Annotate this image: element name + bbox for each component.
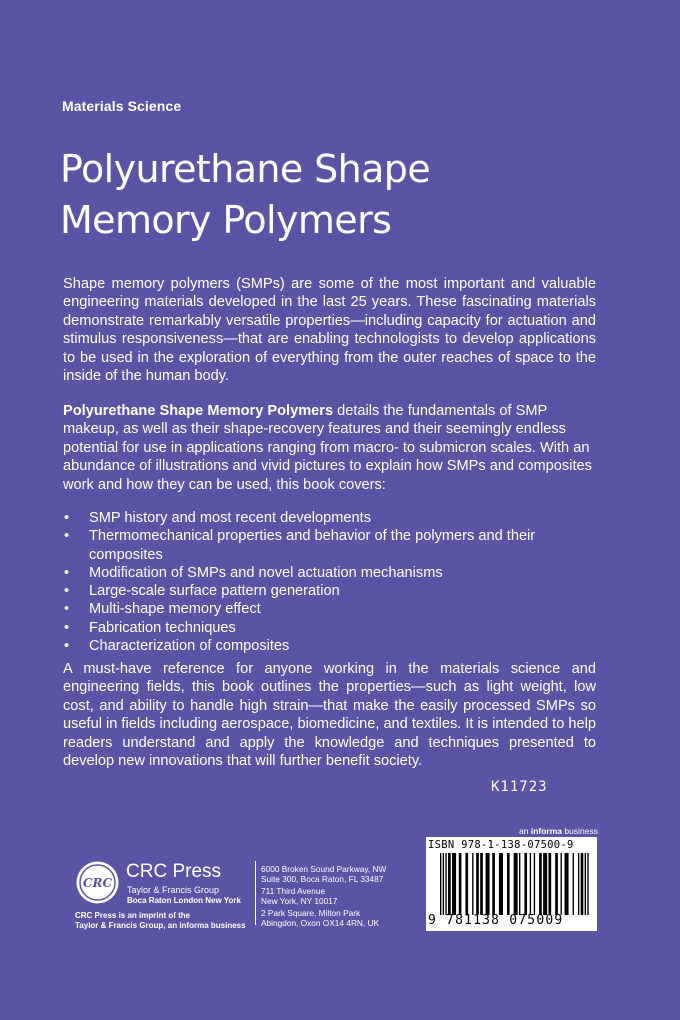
barcode-bar (561, 853, 562, 915)
paragraph-2-text: details the fundamentals of SMP makeup, as well as their shape-recovery features and their seemingly endless potential for use in applications ranging from macro- to submicron scales. With an abundance of illustrations and vivid pictures to explain how SMPs and composites work and how they can be used, this book covers: (63, 403, 592, 493)
list-item (63, 637, 596, 655)
barcode-bar (543, 853, 547, 915)
barcode-bar (555, 853, 558, 915)
barcode-bar (486, 853, 490, 915)
barcode-bar (534, 853, 535, 915)
category-label: Materials Science (62, 98, 182, 114)
isbn-number: ISBN 978-1-138-07500-9 (428, 839, 574, 851)
barcode-bar (539, 853, 542, 915)
bullet-icon: • (64, 583, 70, 600)
bullet-icon: • (64, 638, 70, 655)
title-line-1: Polyurethane Shape (60, 147, 431, 191)
barcode-bar (514, 853, 518, 915)
description-paragraph-1: Shape memory polymers (SMPs) are some of the most important and valuable engineering materials developed in the last 25 years. These fascinating materials demonstrate remarkably versatile properties—including capacity for actuation and stimulus responsiveness—that are enabling technologists to develop applications to be used in the exploration of everything from the outer reaches of space to the inside of the human body. (63, 276, 596, 385)
informa-word: informa (530, 826, 562, 836)
list-item (63, 582, 596, 600)
list-item (63, 527, 596, 564)
address-line: 2 Park Square, Milton Park (261, 908, 361, 918)
bullet-icon: • (64, 601, 70, 618)
imprint-line-2: Taylor & Francis Group, an informa business (75, 921, 246, 930)
publisher-name: CRC Press (126, 861, 222, 882)
publisher-group (127, 885, 241, 906)
barcode-bar (459, 853, 462, 915)
address-uk (261, 908, 379, 928)
address-line: New York, NY 10017 (261, 896, 338, 906)
bullet-icon: • (64, 510, 70, 526)
barcode-bar (585, 853, 586, 915)
book-title-inline: Polyurethane Shape Memory Polymers (63, 403, 334, 419)
list-item (63, 564, 596, 582)
list-item-text: Characterization of composites (89, 638, 290, 655)
barcode-bar (565, 853, 569, 915)
informa-prefix: an (519, 826, 531, 836)
list-item (63, 600, 596, 618)
address-new-york (261, 886, 337, 906)
list-item (63, 509, 596, 527)
barcode-bar (507, 853, 510, 915)
barcode-bar (573, 853, 574, 915)
book-title (60, 144, 620, 246)
publisher-cities: Boca Raton London New York (127, 895, 241, 905)
barcode-bar (452, 853, 456, 915)
list-item-text: Large-scale surface pattern generation (89, 583, 340, 600)
list-item-text: SMP history and most recent developments (89, 510, 372, 526)
publisher-group-name: Taylor & Francis Group (127, 885, 220, 895)
imprint-note (75, 911, 246, 931)
address-florida (261, 864, 386, 884)
list-item-text: Modification of SMPs and novel actuation mechanisms (89, 564, 443, 581)
bullet-icon: • (64, 564, 70, 581)
informa-suffix: business (562, 826, 598, 836)
barcode-bar (578, 853, 579, 915)
description-paragraph-3: A must-have reference for anyone working in the materials science and engineering fields, this book outlines the properties—such as light weight, low cost, and ability to handle high strain—that make the easily processed SMPs so useful in fields including aerospace, biomedicine, and textiles. It is intended to help readers understand and apply the knowledge and techniques presented to develop new innovations that will further benefit society. (63, 661, 596, 770)
barcode-bar (445, 853, 446, 915)
address-line: 711 Third Avenue (261, 886, 326, 896)
ean-digits: 9 781138 075009 (428, 913, 564, 928)
barcode-bar (587, 853, 588, 915)
title-line-2: Memory Polymers (60, 198, 392, 242)
informa-tagline (519, 826, 598, 836)
barcode-bar (465, 853, 468, 915)
barcode-bar (443, 853, 444, 915)
barcode-bar (480, 853, 483, 915)
product-code: K11723 (491, 779, 548, 795)
divider (255, 861, 256, 925)
crc-logo (75, 860, 120, 905)
list-item-text: Fabrication techniques (89, 619, 236, 636)
barcode-bar (524, 853, 527, 915)
barcode-bars (440, 853, 590, 915)
logo-text: CRC (82, 876, 113, 890)
list-item (63, 619, 596, 637)
bullet-icon: • (64, 619, 70, 636)
address-line: Abingdon, Oxon OX14 4RN, UK (261, 918, 380, 928)
list-item-text: Multi-shape memory effect (89, 601, 261, 618)
barcode-bar (530, 853, 531, 915)
bullet-icon: • (64, 528, 70, 545)
address-line: Suite 300, Boca Raton, FL 33487 (261, 874, 384, 884)
barcode-bar (548, 853, 551, 915)
list-item-text: Thermomechanical properties and behavior of the polymers and their composites (89, 528, 536, 563)
address-line: 6000 Broken Sound Parkway, NW (261, 864, 387, 874)
barcode-bar (448, 853, 451, 915)
imprint-line-1: CRC Press is an imprint of the (75, 911, 191, 920)
barcode-bar (492, 853, 495, 915)
barcode-bar (581, 853, 584, 915)
barcode-bar (519, 853, 520, 915)
topics-list (63, 509, 596, 655)
barcode-bar (499, 853, 503, 915)
barcode-bar (440, 853, 441, 915)
barcode (426, 837, 597, 931)
barcode-bar (472, 853, 473, 915)
description-paragraph-2 (63, 402, 596, 494)
barcode-bar (476, 853, 479, 915)
